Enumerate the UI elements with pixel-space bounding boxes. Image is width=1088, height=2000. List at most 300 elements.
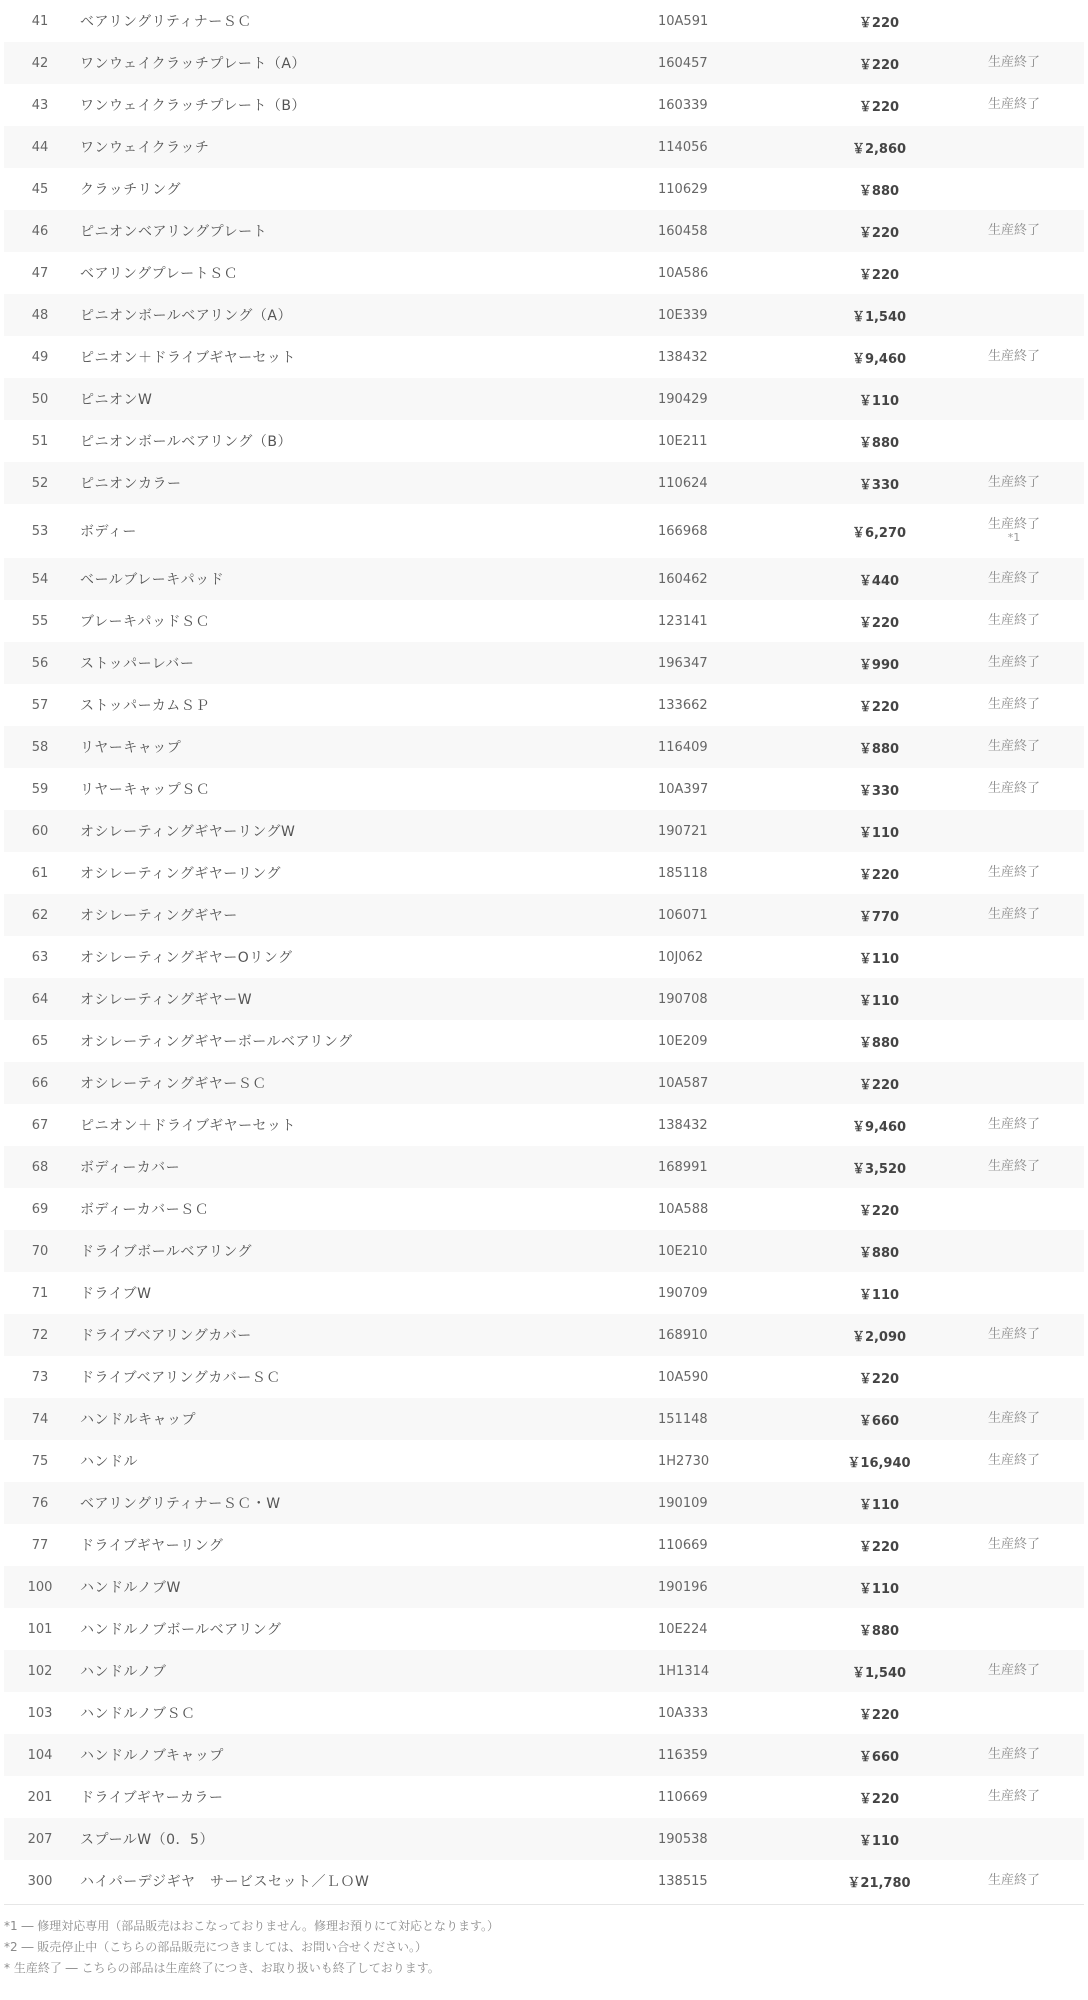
part-number-cell: 54 [31,571,49,587]
status-cell [964,294,1064,336]
part-number-cell: 71 [31,1285,49,1301]
table-row [4,378,1084,420]
part-code-cell: 10A588 [658,1201,709,1217]
table-row [4,1314,1084,1356]
table-row [4,768,1084,810]
price-cell: ￥220 [858,1077,900,1093]
part-name-cell: ピニオンボールベアリング（B） [80,434,292,450]
status-footnote-marker: *1 [1007,531,1021,545]
table-row [4,168,1084,210]
part-number-cell: 43 [31,97,49,113]
status-label: 生産終了 [987,1410,1040,1426]
part-name-cell: ハイパーデジギヤ サービスセット／ＬＯW [80,1874,370,1890]
part-number-cell: 46 [31,223,49,239]
part-number-cell: 103 [27,1705,53,1721]
status-label: 生産終了 [987,1326,1040,1342]
status-cell [964,1188,1064,1230]
part-name-cell: ハンドルノブボールベアリング [80,1622,282,1638]
price-cell: ￥220 [858,1791,900,1807]
part-name-cell: ドライブベアリングカバー [80,1328,252,1344]
part-name-cell: スプールW（0．5） [80,1832,214,1848]
table-row [4,810,1084,852]
part-number-cell: 75 [31,1453,49,1469]
status-label: 生産終了 [987,654,1040,670]
part-code-cell: 190708 [658,991,708,1007]
status-cell [964,852,1064,894]
part-code-cell: 133662 [658,697,708,713]
part-number-cell: 61 [31,865,49,881]
price-cell: ￥1,540 [851,1665,907,1681]
part-number-cell: 62 [31,907,49,923]
price-cell: ￥220 [858,1707,900,1723]
part-number-cell: 100 [27,1579,53,1595]
part-code-cell: 106071 [658,907,708,923]
part-name-cell: クラッチリング [80,182,181,198]
table-row [4,1104,1084,1146]
part-name-cell: オシレーティングギヤーリングW [80,824,296,840]
status-label: 生産終了 [987,96,1040,112]
status-cell [964,768,1064,810]
part-name-cell: ストッパーカムＳＰ [80,698,210,714]
part-code-cell: 10A333 [658,1705,709,1721]
status-label: 生産終了 [987,1158,1040,1174]
status-label: 生産終了 [987,348,1040,364]
table-row [4,600,1084,642]
table-row [4,1482,1084,1524]
price-cell: ￥2,860 [851,141,907,157]
status-cell [964,0,1064,42]
part-code-cell: 110624 [658,475,708,491]
part-name-cell: オシレーティングギヤーボールベアリング [80,1034,353,1050]
part-code-cell: 116409 [658,739,708,755]
part-code-cell: 138432 [658,349,708,365]
price-cell: ￥770 [858,909,900,925]
table-row [4,1776,1084,1818]
table-row [4,1860,1084,1902]
status-label: 生産終了 [987,54,1040,70]
status-cell [964,168,1064,210]
price-cell: ￥220 [858,1203,900,1219]
price-cell: ￥9,460 [851,351,907,367]
part-number-cell: 44 [31,139,49,155]
price-cell: ￥330 [858,783,900,799]
part-code-cell: 168910 [658,1327,708,1343]
table-row [4,684,1084,726]
status-cell [964,978,1064,1020]
part-code-cell: 196347 [658,655,708,671]
part-number-cell: 300 [27,1873,53,1889]
status-cell [964,1650,1064,1692]
part-number-cell: 73 [31,1369,49,1385]
part-number-cell: 42 [31,55,49,71]
status-label: 生産終了 [987,1872,1040,1888]
status-label: 生産終了 [987,1788,1040,1804]
status-cell [964,1692,1064,1734]
part-number-cell: 101 [27,1621,53,1637]
part-name-cell: ドライブW [80,1286,152,1302]
status-label: 生産終了 [987,906,1040,922]
price-cell: ￥660 [858,1413,900,1429]
part-number-cell: 48 [31,307,49,323]
part-name-cell: ピニオン＋ドライブギヤーセット [80,1118,296,1134]
status-label: 生産終了 [987,516,1040,532]
table-row [4,42,1084,84]
part-name-cell: ハンドルノブキャップ [80,1748,224,1764]
part-code-cell: 10E224 [658,1621,708,1637]
part-code-cell: 1H2730 [658,1453,710,1469]
table-row [4,1146,1084,1188]
table-row [4,1230,1084,1272]
status-cell [964,600,1064,642]
part-code-cell: 1H1314 [658,1663,710,1679]
status-cell [964,1020,1064,1062]
parts-table [4,0,1084,1902]
price-cell: ￥220 [858,267,900,283]
part-number-cell: 67 [31,1117,49,1133]
status-cell [964,1272,1064,1314]
status-label: 生産終了 [987,612,1040,628]
table-row [4,420,1084,462]
status-label: 生産終了 [987,474,1040,490]
part-number-cell: 63 [31,949,49,965]
status-cell [964,378,1064,420]
part-code-cell: 190709 [658,1285,708,1301]
part-name-cell: ドライブギヤーリング [80,1538,224,1554]
price-cell: ￥16,940 [847,1455,911,1471]
table-row [4,210,1084,252]
status-label: 生産終了 [987,696,1040,712]
part-name-cell: ハンドルノブＳＣ [80,1706,196,1722]
part-code-cell: 185118 [658,865,708,881]
part-number-cell: 47 [31,265,49,281]
status-cell [964,1440,1064,1482]
price-cell: ￥220 [858,225,900,241]
part-number-cell: 52 [31,475,49,491]
part-name-cell: ブレーキパッドＳＣ [80,614,210,630]
table-row [4,336,1084,378]
status-cell [964,1146,1064,1188]
status-cell [964,1062,1064,1104]
table-row [4,1356,1084,1398]
price-cell: ￥220 [858,699,900,715]
price-cell: ￥220 [858,57,900,73]
part-number-cell: 41 [31,13,49,29]
table-row [4,1566,1084,1608]
part-code-cell: 190196 [658,1579,708,1595]
price-cell: ￥6,270 [851,525,907,541]
part-name-cell: ドライブボールベアリング [80,1244,253,1260]
part-name-cell: ストッパーレバー [80,656,195,672]
part-code-cell: 138432 [658,1117,708,1133]
table-row [4,462,1084,504]
table-row [4,1524,1084,1566]
footnote-1: *1 ― 修理対応専用（部品販売はおこなっておりません。修理お預りにて対応となります。） [4,1919,500,1933]
part-name-cell: オシレーティングギヤーW [80,992,253,1008]
part-code-cell: 123141 [658,613,708,629]
price-cell: ￥110 [858,1581,900,1597]
part-number-cell: 68 [31,1159,49,1175]
status-cell [964,1356,1064,1398]
part-name-cell: ワンウェイクラッチ [80,140,210,156]
table-row [4,0,1084,42]
price-cell: ￥220 [858,867,900,883]
price-cell: ￥220 [858,99,900,115]
part-number-cell: 49 [31,349,49,365]
status-cell [964,810,1064,852]
table-row [4,1020,1084,1062]
part-number-cell: 50 [31,391,49,407]
part-code-cell: 10A397 [658,781,709,797]
part-code-cell: 190429 [658,391,708,407]
part-name-cell: ハンドルノブW [80,1580,181,1596]
part-number-cell: 55 [31,613,49,629]
footnote-2: *2 ― 販売停止中（こちらの部品販売につきましては、お問い合せください。） [4,1940,428,1954]
part-name-cell: ベアリングリティナーＳＣ [80,14,252,30]
part-number-cell: 70 [31,1243,49,1259]
table-row [4,504,1084,558]
part-name-cell: ピニオンカラー [80,476,182,492]
table-row [4,84,1084,126]
status-label: 生産終了 [987,780,1040,796]
part-name-cell: ベアリングリティナーＳＣ・W [80,1496,281,1512]
part-code-cell: 160458 [658,223,708,239]
part-code-cell: 190538 [658,1831,708,1847]
part-name-cell: ワンウェイクラッチプレート（A） [80,56,306,72]
status-cell [964,1608,1064,1650]
part-code-cell: 10E209 [658,1033,708,1049]
part-number-cell: 201 [27,1789,53,1805]
part-number-cell: 74 [31,1411,49,1427]
status-cell [964,558,1064,600]
part-number-cell: 104 [27,1747,53,1763]
table-row [4,1062,1084,1104]
status-cell [964,1818,1064,1860]
price-cell: ￥880 [858,1623,900,1639]
status-label: 生産終了 [987,864,1040,880]
part-number-cell: 53 [31,523,49,539]
status-label: 生産終了 [987,1536,1040,1552]
part-code-cell: 10A586 [658,265,709,281]
status-cell [964,336,1064,378]
part-code-cell: 10E210 [658,1243,708,1259]
table-bottom-divider [4,1904,1084,1905]
part-name-cell: ワンウェイクラッチプレート（B） [80,98,306,114]
part-number-cell: 59 [31,781,49,797]
part-code-cell: 151148 [658,1411,708,1427]
part-name-cell: ハンドル [80,1454,138,1470]
part-name-cell: ピニオンベアリングプレート [80,224,268,240]
part-code-cell: 160457 [658,55,708,71]
table-row [4,642,1084,684]
part-name-cell: ベアリングプレートＳＣ [80,266,239,282]
table-row [4,936,1084,978]
part-name-cell: ボディー [80,524,137,540]
status-cell [964,1524,1064,1566]
status-cell [964,1566,1064,1608]
part-code-cell: 168991 [658,1159,708,1175]
price-cell: ￥880 [858,183,900,199]
part-number-cell: 51 [31,433,49,449]
table-row [4,726,1084,768]
price-cell: ￥880 [858,741,900,757]
part-name-cell: ボディーカバーＳＣ [80,1202,210,1218]
part-name-cell: ボディーカバー [80,1160,181,1176]
status-cell [964,504,1064,558]
status-cell [964,642,1064,684]
status-cell [964,1482,1064,1524]
part-code-cell: 10E211 [658,433,708,449]
part-number-cell: 57 [31,697,49,713]
part-number-cell: 207 [27,1831,53,1847]
part-number-cell: 102 [27,1663,53,1679]
price-cell: ￥110 [858,1833,900,1849]
part-code-cell: 160462 [658,571,708,587]
price-cell: ￥110 [858,825,900,841]
price-cell: ￥220 [858,15,900,31]
part-code-cell: 10J062 [658,949,704,965]
part-name-cell: オシレーティングギヤーOリング [80,950,293,966]
status-cell [964,462,1064,504]
part-code-cell: 160339 [658,97,708,113]
part-code-cell: 190109 [658,1495,708,1511]
table-row [4,1650,1084,1692]
part-code-cell: 138515 [658,1873,708,1889]
status-label: 生産終了 [987,1662,1040,1678]
footnote-discontinued: * 生産終了 ― こちらの部品は生産終了につき、お取り扱いも終了しております。 [4,1961,440,1975]
table-row [4,1692,1084,1734]
table-row [4,894,1084,936]
status-label: 生産終了 [987,1116,1040,1132]
table-row [4,1734,1084,1776]
price-cell: ￥110 [858,951,900,967]
part-number-cell: 76 [31,1495,49,1511]
price-cell: ￥880 [858,435,900,451]
price-cell: ￥880 [858,1245,900,1261]
status-label: 生産終了 [987,1452,1040,1468]
price-cell: ￥880 [858,1035,900,1051]
part-code-cell: 114056 [658,139,708,155]
part-name-cell: ピニオンボールベアリング（A） [80,308,292,324]
part-number-cell: 45 [31,181,49,197]
price-cell: ￥330 [858,477,900,493]
status-label: 生産終了 [987,1746,1040,1762]
price-cell: ￥110 [858,1287,900,1303]
part-name-cell: ドライブギヤーカラー [80,1790,224,1806]
part-code-cell: 190721 [658,823,708,839]
part-code-cell: 10A591 [658,13,709,29]
part-name-cell: オシレーティングギヤー [80,908,238,924]
part-name-cell: ハンドルノブ [80,1664,167,1680]
table-row [4,558,1084,600]
status-cell [964,126,1064,168]
part-number-cell: 56 [31,655,49,671]
part-name-cell: オシレーティングギヤーＳＣ [80,1076,267,1092]
price-cell: ￥220 [858,1539,900,1555]
table-row [4,252,1084,294]
price-cell: ￥220 [858,1371,900,1387]
part-name-cell: ピニオンW [80,392,153,408]
part-name-cell: ハンドルキャップ [80,1412,196,1428]
table-row [4,1272,1084,1314]
price-cell: ￥110 [858,393,900,409]
part-name-cell: ベールブレーキパッド [80,572,225,588]
price-cell: ￥110 [858,1497,900,1513]
status-cell [964,1104,1064,1146]
status-cell [964,84,1064,126]
part-name-cell: リヤーキャップ [80,740,182,756]
part-name-cell: オシレーティングギヤーリング [80,866,281,882]
part-number-cell: 77 [31,1537,49,1553]
part-code-cell: 10A587 [658,1075,709,1091]
status-cell [964,1776,1064,1818]
status-cell [964,252,1064,294]
table-row [4,1188,1084,1230]
status-cell [964,936,1064,978]
part-name-cell: ドライブベアリングカバーＳＣ [80,1370,281,1386]
status-cell [964,210,1064,252]
price-cell: ￥660 [858,1749,900,1765]
status-cell [964,684,1064,726]
status-cell [964,1398,1064,1440]
status-cell [964,42,1064,84]
price-cell: ￥9,460 [851,1119,907,1135]
table-row [4,1818,1084,1860]
status-label: 生産終了 [987,222,1040,238]
part-code-cell: 10A590 [658,1369,709,1385]
price-cell: ￥3,520 [851,1161,907,1177]
part-number-cell: 66 [31,1075,49,1091]
status-cell [964,726,1064,768]
status-label: 生産終了 [987,738,1040,754]
table-row [4,852,1084,894]
price-cell: ￥990 [858,657,900,673]
status-label: 生産終了 [987,570,1040,586]
status-cell [964,1734,1064,1776]
table-row [4,126,1084,168]
table-row [4,1608,1084,1650]
price-cell: ￥110 [858,993,900,1009]
part-number-cell: 65 [31,1033,49,1049]
part-number-cell: 69 [31,1201,49,1217]
table-row [4,1398,1084,1440]
part-code-cell: 110629 [658,181,708,197]
status-cell [964,420,1064,462]
price-cell: ￥220 [858,615,900,631]
table-row [4,978,1084,1020]
part-name-cell: リヤーキャップＳＣ [80,782,211,798]
price-cell: ￥2,090 [851,1329,907,1345]
part-code-cell: 10E339 [658,307,708,323]
part-code-cell: 110669 [658,1537,708,1553]
status-cell [964,1230,1064,1272]
price-cell: ￥21,780 [847,1875,911,1891]
price-cell: ￥1,540 [851,309,907,325]
part-number-cell: 60 [31,823,49,839]
part-code-cell: 166968 [658,523,708,539]
part-number-cell: 64 [31,991,49,1007]
part-code-cell: 110669 [658,1789,708,1805]
footnotes [4,1916,1084,1979]
part-number-cell: 58 [31,739,49,755]
status-cell [964,1314,1064,1356]
table-row [4,1440,1084,1482]
status-cell [964,894,1064,936]
status-cell [964,1860,1064,1902]
part-name-cell: ピニオン＋ドライブギヤーセット [80,350,296,366]
part-code-cell: 116359 [658,1747,708,1763]
price-cell: ￥440 [858,573,900,589]
part-number-cell: 72 [31,1327,49,1343]
